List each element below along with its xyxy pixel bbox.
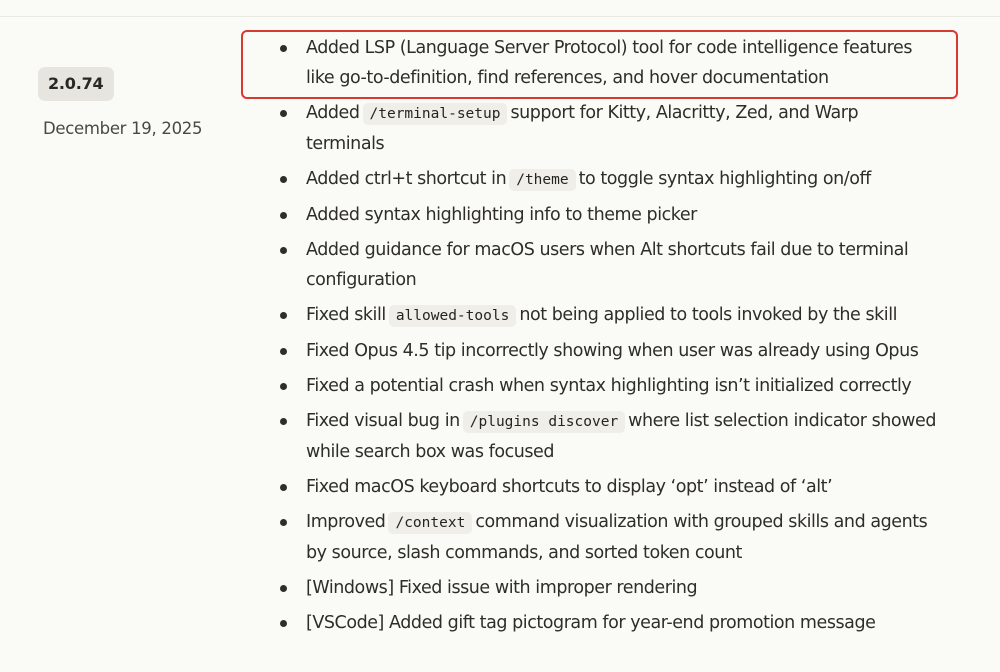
version-badge: 2.0.74 bbox=[38, 67, 114, 101]
inline-code: /context bbox=[388, 512, 472, 534]
changelog-item bbox=[0, 235, 940, 295]
changelog-text: Improved bbox=[306, 512, 386, 532]
changelog-item bbox=[0, 406, 940, 467]
inline-code: /theme bbox=[509, 169, 575, 191]
changelog-text: Fixed macOS keyboard shortcuts to display ‘opt’ instead of ‘alt’ bbox=[306, 477, 833, 497]
changelog-text: [VSCode] Added gift tag pictogram for year-end promotion message bbox=[306, 613, 876, 633]
changelog-text: Added syntax highlighting info to theme picker bbox=[306, 205, 697, 225]
inline-code: allowed-tools bbox=[389, 305, 517, 327]
inline-code: /plugins discover bbox=[463, 411, 625, 433]
changelog-text: to toggle syntax highlighting on/off bbox=[578, 169, 871, 189]
changelog-item bbox=[0, 336, 940, 366]
changelog-text: Fixed Opus 4.5 tip incorrectly showing when user was already using Opus bbox=[306, 341, 919, 361]
changelog-text: not being applied to tools invoked by the skill bbox=[519, 305, 898, 325]
changelog-text: Added guidance for macOS users when Alt shortcuts fail due to terminal configuration bbox=[306, 240, 909, 290]
top-divider bbox=[0, 16, 1000, 17]
changelog-item bbox=[0, 300, 940, 331]
inline-code: /terminal-setup bbox=[363, 103, 508, 125]
changelog-text: where list selection indicator showed while search box was focused bbox=[306, 411, 937, 462]
changelog-text: Added LSP (Language Server Protocol) tool for code intelligence features like go-to-definition, find references, and hover documentation bbox=[306, 38, 912, 88]
changelog-item bbox=[0, 371, 940, 401]
changelog-item bbox=[0, 608, 940, 638]
changelog-item bbox=[0, 573, 940, 603]
changelog-item bbox=[0, 33, 940, 93]
changelog-item bbox=[0, 164, 940, 195]
changelog-text: Added bbox=[306, 103, 360, 123]
changelog-list bbox=[0, 33, 940, 643]
changelog-text: Fixed a potential crash when syntax highlighting isn’t initialized correctly bbox=[306, 376, 912, 396]
changelog-text: command visualization with grouped skills and agents by source, slash commands, and sorted token count bbox=[306, 512, 928, 563]
changelog-text: Added ctrl+t shortcut in bbox=[306, 169, 507, 189]
changelog-text: Fixed visual bug in bbox=[306, 411, 460, 431]
changelog-item bbox=[0, 507, 940, 568]
changelog-item bbox=[0, 98, 940, 159]
changelog-text: support for Kitty, Alacritty, Zed, and Warp terminals bbox=[306, 103, 859, 154]
changelog-item bbox=[0, 200, 940, 230]
changelog-item bbox=[0, 472, 940, 502]
changelog-text: [Windows] Fixed issue with improper rendering bbox=[306, 578, 698, 598]
changelog-text: Fixed skill bbox=[306, 305, 386, 325]
release-date: December 19, 2025 bbox=[43, 119, 203, 138]
